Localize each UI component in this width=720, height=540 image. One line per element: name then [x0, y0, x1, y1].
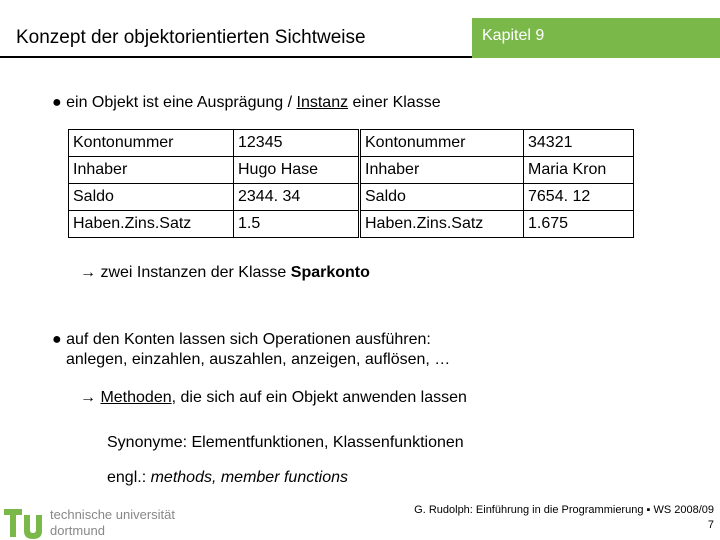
university-name-line2: dortmund	[50, 523, 105, 538]
field-value: 12345	[234, 130, 359, 157]
chapter-label: Kapitel 9	[482, 27, 545, 44]
field-name: Kontonummer	[69, 130, 234, 157]
arrow-icon: →	[80, 264, 96, 281]
engl-terms: methods, member functions	[150, 469, 349, 486]
operations-list: anlegen, einzahlen, auszahlen, anzeigen, auflösen, …	[66, 351, 451, 368]
field-value: Maria Kron	[524, 157, 634, 184]
page-title: Konzept der objektorientierten Sichtweise	[16, 27, 366, 48]
tu-logo-icon	[2, 503, 46, 539]
footer-credit	[300, 503, 714, 533]
bullet-operations	[52, 331, 431, 349]
field-value: Hugo Hase	[234, 157, 359, 184]
credit-text: G. Rudolph: Einführung in die Programmierung ▪ WS 2008/09	[414, 504, 714, 516]
page-number: 7	[707, 519, 714, 531]
instanz-term: Instanz	[296, 94, 349, 111]
synonyms-line: Synonyme: Elementfunktionen, Klassenfunktionen	[107, 434, 464, 451]
university-name-line1: technische universität	[50, 507, 176, 522]
bullet-text-suffix: einer Klasse	[348, 94, 441, 111]
table-row	[69, 130, 359, 157]
note-text: zwei Instanzen der Klasse	[96, 264, 291, 281]
note-text: , die sich auf ein Objekt anwenden lassen	[171, 389, 467, 406]
methods-note	[80, 389, 467, 407]
arrow-icon: →	[80, 389, 96, 406]
table-row	[69, 211, 359, 238]
field-name: Inhaber	[361, 157, 524, 184]
table-row	[361, 130, 634, 157]
field-value: 1.5	[234, 211, 359, 238]
field-value: 2344. 34	[234, 184, 359, 211]
field-name: Saldo	[361, 184, 524, 211]
bullet-marker: ●	[52, 331, 62, 348]
field-value: 34321	[524, 130, 634, 157]
instances-note	[80, 264, 370, 282]
table-row	[69, 157, 359, 184]
engl-prefix: engl.:	[107, 469, 151, 486]
class-name: Sparkonto	[290, 264, 370, 281]
field-name: Kontonummer	[361, 130, 524, 157]
field-value: 1.675	[524, 211, 634, 238]
bullet-text: auf den Konten lassen sich Operationen ausführen:	[66, 331, 431, 348]
field-name: Inhaber	[69, 157, 234, 184]
instance-table-1	[68, 129, 359, 238]
field-name: Saldo	[69, 184, 234, 211]
table-row	[361, 157, 634, 184]
english-terms	[107, 469, 348, 487]
bullet-marker: ●	[52, 94, 62, 111]
methods-term: Methoden	[100, 389, 172, 406]
bullet-text-prefix: ein Objekt ist eine Ausprägung /	[66, 94, 297, 111]
university-name	[50, 507, 175, 539]
table-row	[69, 184, 359, 211]
field-name: Haben.Zins.Satz	[361, 211, 524, 238]
bullet-instance	[52, 94, 441, 112]
instance-table-2	[360, 129, 634, 238]
field-value: 7654. 12	[524, 184, 634, 211]
field-name: Haben.Zins.Satz	[69, 211, 234, 238]
table-row	[361, 184, 634, 211]
table-row	[361, 211, 634, 238]
